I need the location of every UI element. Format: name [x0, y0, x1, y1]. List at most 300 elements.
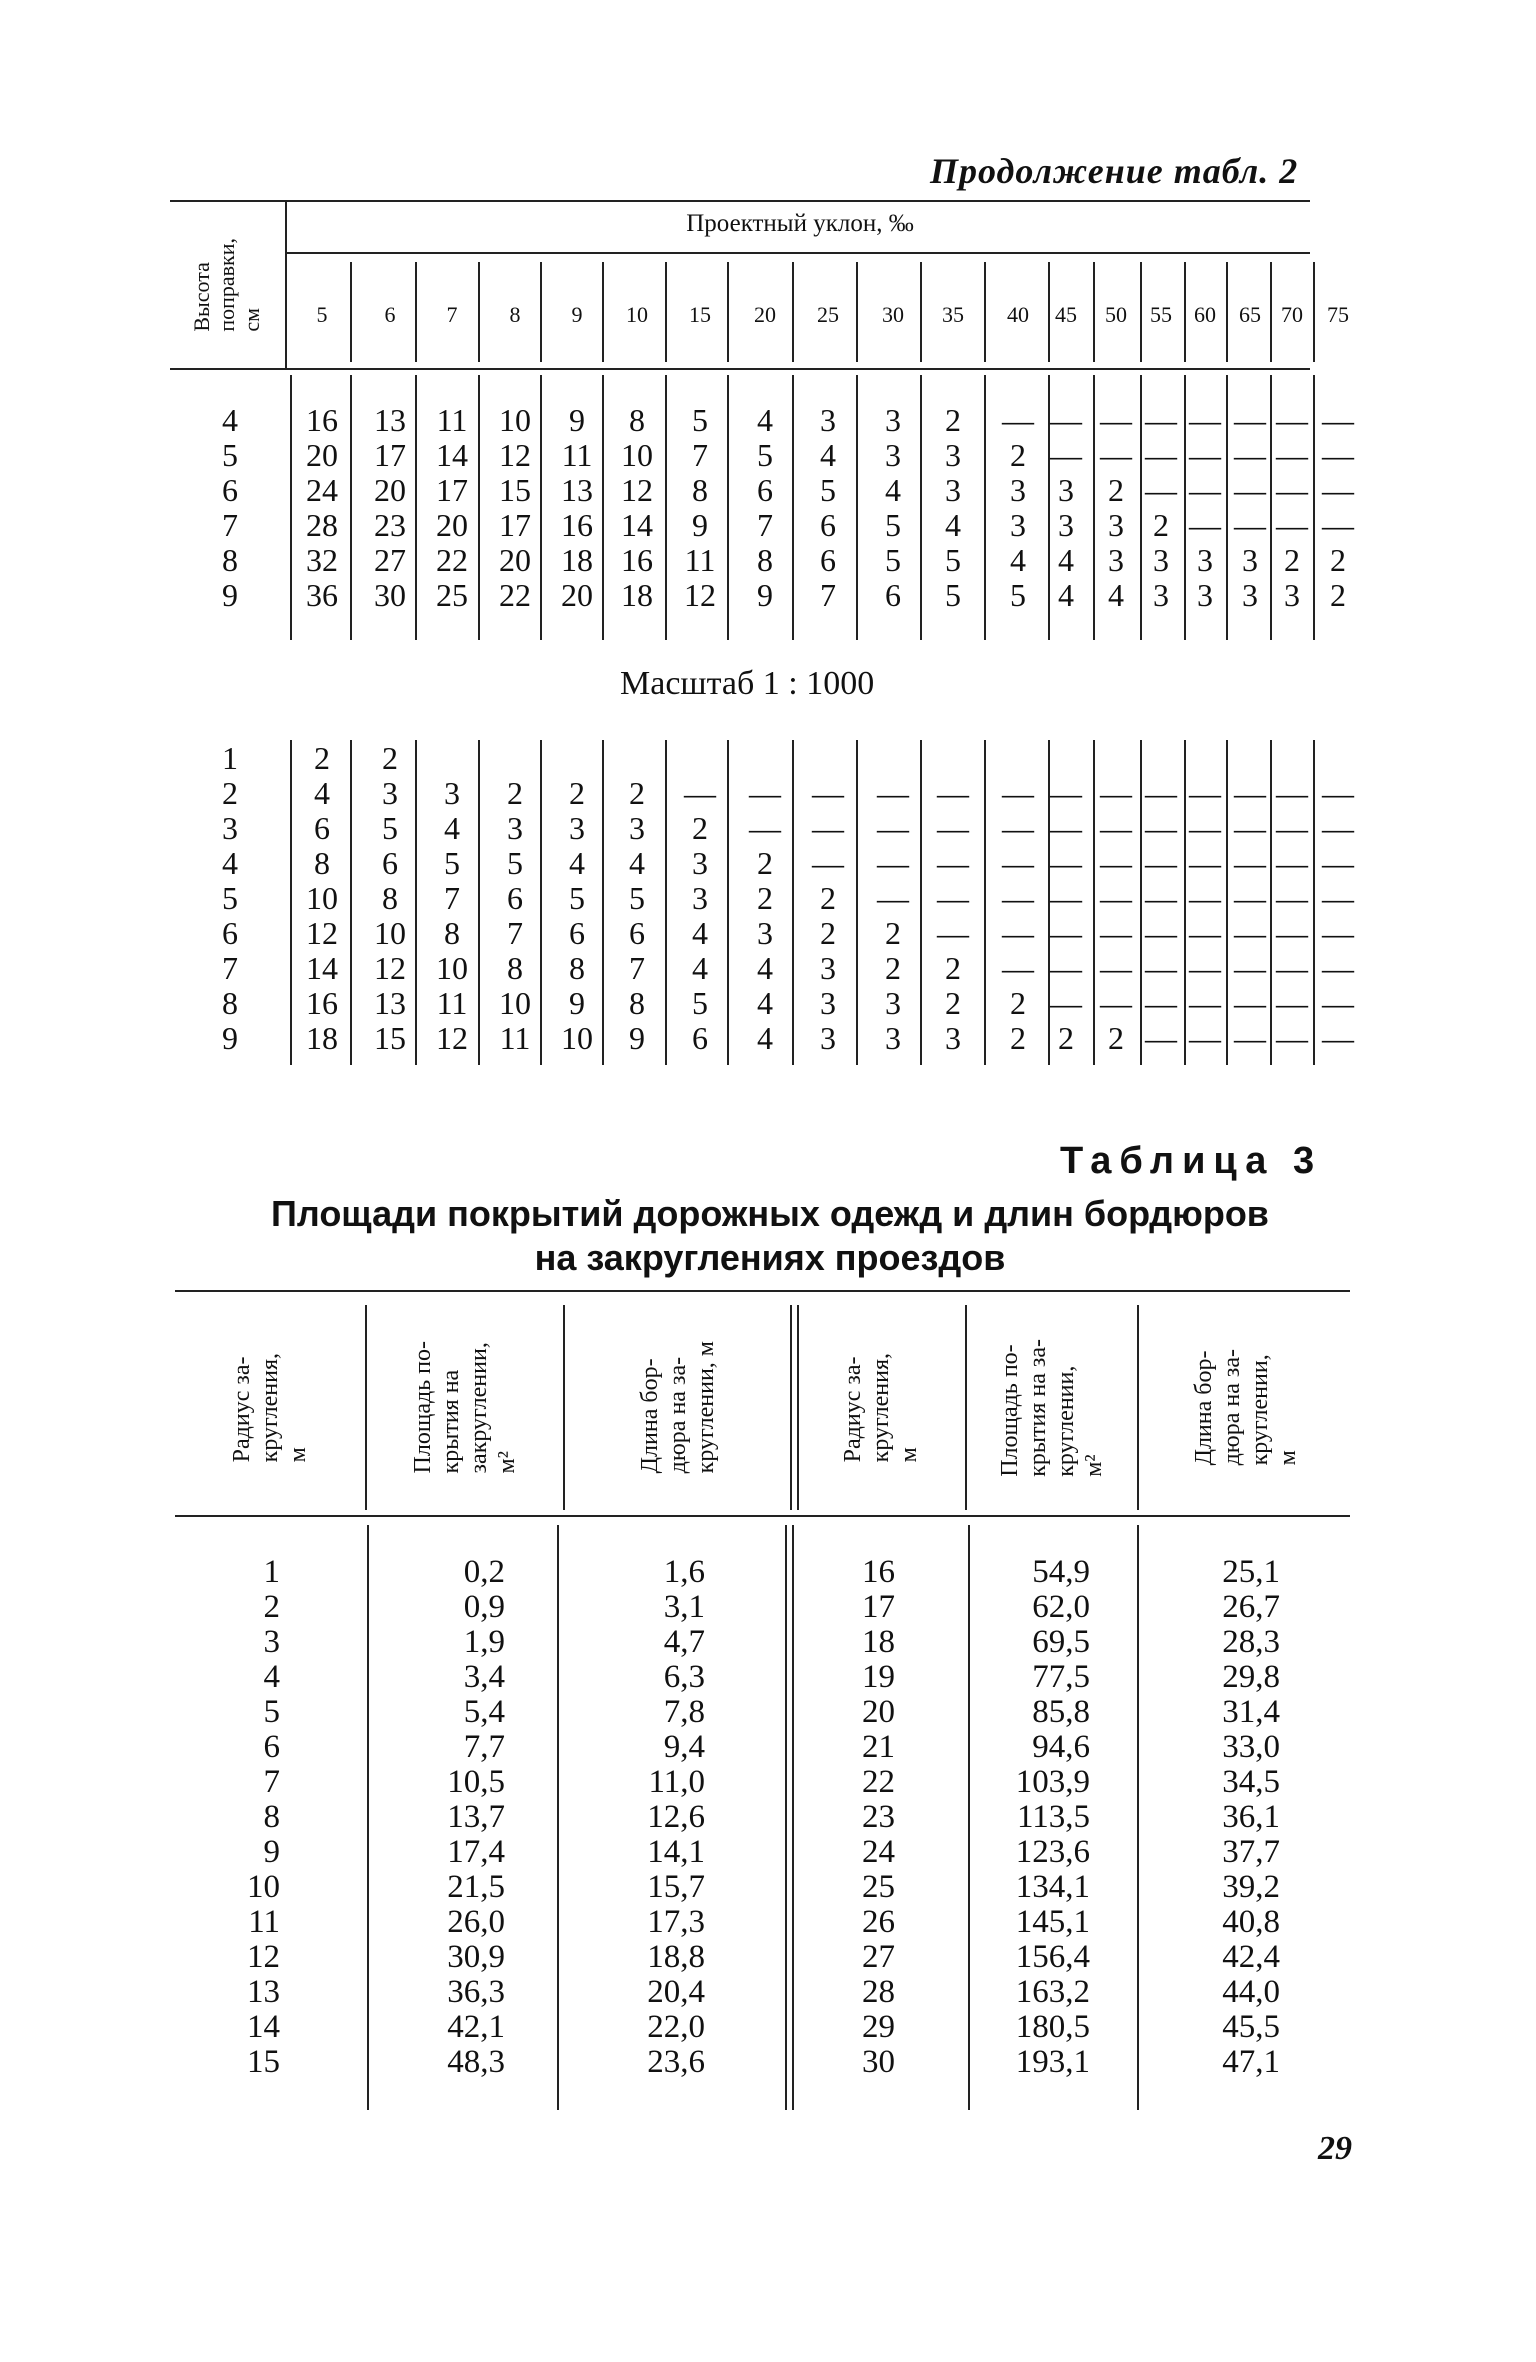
- upper-cell: 3: [1284, 577, 1300, 613]
- slope-header: 6: [384, 302, 396, 327]
- upper-cell: 4: [1108, 577, 1124, 613]
- lower-cell: —: [1189, 915, 1221, 951]
- upper-cell: 20: [561, 577, 593, 613]
- table3-col-curb-2: 25,1 26,7 28,3 29,8 31,4 33,0 34,5 36,1 37,7 39,2 40,8 42,4 44,0 45,5 47,1: [1222, 1554, 1280, 2080]
- lower-cell: —: [1100, 845, 1132, 881]
- table2-header-rule: [170, 368, 1310, 370]
- upper-cell: 20: [374, 472, 406, 508]
- lower-cell: 11: [436, 985, 468, 1021]
- lower-cell: 12: [436, 1020, 468, 1056]
- lower-cell: —: [1002, 810, 1034, 846]
- slope-header: 30: [882, 302, 904, 327]
- lower-cell: —: [1145, 845, 1177, 881]
- lower-cell: 3: [820, 985, 836, 1021]
- slope-header-divider: [415, 262, 417, 362]
- table3-body-divider-1: [367, 1525, 369, 2110]
- lower-cell: —: [1002, 915, 1034, 951]
- upper-cell: 22: [436, 542, 468, 578]
- table3-body-divider-2: [557, 1525, 559, 2110]
- lower-cell: —: [684, 775, 716, 811]
- upper-cell: 3: [1058, 472, 1074, 508]
- lower-cell: —: [1322, 985, 1354, 1021]
- lower-cell: 16: [306, 985, 338, 1021]
- lower-cell: —: [1234, 950, 1266, 986]
- lower-cell: —: [1322, 1020, 1354, 1056]
- upper-cell: 3: [885, 402, 901, 438]
- lower-cell: 3: [507, 810, 523, 846]
- lower-cell: —: [1276, 775, 1308, 811]
- lower-cell: 3: [945, 1020, 961, 1056]
- table3-title-line1: Площади покрытий дорожных одежд и длин бордюров: [271, 1193, 1269, 1234]
- upper-cell: 3: [1242, 577, 1258, 613]
- lower-cell: 7: [507, 915, 523, 951]
- table3-header-area-1: [372, 1305, 558, 1510]
- scale-caption: Масштаб 1 : 1000: [620, 665, 875, 702]
- upper-cell: 20: [306, 437, 338, 473]
- upper-cell: 3: [1010, 507, 1026, 543]
- table3-title-line2: на закруглениях проездов: [534, 1237, 1006, 1278]
- upper-cell: 6: [820, 507, 836, 543]
- slope-header: 65: [1239, 302, 1261, 327]
- lower-cell: —: [812, 775, 844, 811]
- upper-cell: 16: [561, 507, 593, 543]
- table3-header-radius-2: [802, 1305, 960, 1510]
- lower-cell: 7: [629, 950, 645, 986]
- lower-cell: —: [1322, 810, 1354, 846]
- lower-cell: 5: [629, 880, 645, 916]
- lower-cell: —: [1100, 775, 1132, 811]
- upper-height-value: 7: [222, 507, 238, 543]
- lower-cell: 4: [629, 845, 645, 881]
- table3-header-text-2: Площадь по- крытия на закруглении, м²: [410, 1341, 520, 1474]
- table3-header-text-6: Длина бор- дюра на за- круглении, м: [1190, 1349, 1301, 1466]
- lower-cell: —: [1145, 1020, 1177, 1056]
- lower-cell: 2: [945, 950, 961, 986]
- lower-cell: 8: [629, 985, 645, 1021]
- upper-cell: 13: [561, 472, 593, 508]
- table3-body-divider-4: [968, 1525, 970, 2110]
- upper-cell: 2: [1010, 437, 1026, 473]
- slope-header: 20: [754, 302, 776, 327]
- lower-cell: 2: [692, 810, 708, 846]
- upper-cell: 5: [1010, 577, 1026, 613]
- slope-header: 8: [509, 302, 521, 327]
- upper-cell: 3: [1108, 542, 1124, 578]
- lower-cell: 6: [692, 1020, 708, 1056]
- lower-cell: —: [1276, 985, 1308, 1021]
- upper-cell: 3: [945, 472, 961, 508]
- upper-height-value: 8: [222, 542, 238, 578]
- lower-cell: 10: [499, 985, 531, 1021]
- upper-cell: 8: [629, 402, 645, 438]
- lower-cell: 4: [444, 810, 460, 846]
- upper-cell: —: [1322, 402, 1354, 438]
- lower-cell: 3: [757, 915, 773, 951]
- upper-cell: —: [1276, 437, 1308, 473]
- slope-header: 70: [1281, 302, 1303, 327]
- upper-cell: —: [1189, 507, 1221, 543]
- upper-cell: 5: [820, 472, 836, 508]
- upper-cell: 22: [499, 577, 531, 613]
- lower-height-value: 3: [222, 810, 238, 846]
- slope-header: 10: [626, 302, 648, 327]
- upper-cell: 4: [820, 437, 836, 473]
- lower-cell: —: [1050, 845, 1082, 881]
- lower-cell: —: [1322, 775, 1354, 811]
- upper-cell: 17: [499, 507, 531, 543]
- lower-cell: 4: [757, 1020, 773, 1056]
- lower-cell: —: [1050, 915, 1082, 951]
- lower-cell: —: [1276, 950, 1308, 986]
- slope-header-divider: [1226, 262, 1228, 362]
- lower-cell: —: [1145, 950, 1177, 986]
- lower-cell: —: [1276, 880, 1308, 916]
- lower-cell: —: [877, 810, 909, 846]
- upper-cell: 3: [885, 437, 901, 473]
- upper-cell: 4: [945, 507, 961, 543]
- lower-cell: 2: [314, 740, 330, 776]
- upper-cell: —: [1276, 402, 1308, 438]
- lower-cell: 3: [692, 845, 708, 881]
- slope-header: 60: [1194, 302, 1216, 327]
- upper-cell: 3: [1242, 542, 1258, 578]
- upper-cell: —: [1234, 507, 1266, 543]
- slope-header-divider: [1184, 262, 1186, 362]
- lower-cell: —: [937, 845, 969, 881]
- lower-cell: —: [812, 810, 844, 846]
- slope-header: 7: [446, 302, 458, 327]
- upper-cell: 16: [621, 542, 653, 578]
- upper-cell: —: [1100, 437, 1132, 473]
- upper-cell: 2: [1153, 507, 1169, 543]
- upper-cell: 18: [621, 577, 653, 613]
- lower-cell: —: [1100, 810, 1132, 846]
- slope-header: 50: [1105, 302, 1127, 327]
- upper-cell: 11: [684, 542, 716, 578]
- lower-height-value: 5: [222, 880, 238, 916]
- lower-cell: —: [1145, 915, 1177, 951]
- upper-cell: 5: [885, 507, 901, 543]
- upper-cell: 11: [561, 437, 593, 473]
- lower-cell: 10: [374, 915, 406, 951]
- upper-cell: 3: [1153, 542, 1169, 578]
- upper-cell: 2: [1108, 472, 1124, 508]
- upper-cell: 3: [1108, 507, 1124, 543]
- lower-cell: 6: [569, 915, 585, 951]
- lower-cell: —: [1100, 880, 1132, 916]
- lower-cell: 3: [629, 810, 645, 846]
- lower-cell: —: [1189, 845, 1221, 881]
- slope-header: 45: [1055, 302, 1077, 327]
- upper-cell: 20: [436, 507, 468, 543]
- table3-label: Таблица 3: [1060, 1140, 1323, 1182]
- lower-cell: —: [1276, 1020, 1308, 1056]
- upper-cell: 4: [1058, 577, 1074, 613]
- upper-cell: 11: [436, 402, 468, 438]
- upper-cell: 7: [820, 577, 836, 613]
- lower-cell: 2: [1108, 1020, 1124, 1056]
- slope-header-divider: [350, 262, 352, 362]
- upper-height-value: 9: [222, 577, 238, 613]
- upper-cell: —: [1276, 472, 1308, 508]
- lower-height-value: 2: [222, 775, 238, 811]
- table3-header-rule: [175, 1515, 1350, 1517]
- table2-row-header: Высота поправки, см: [188, 238, 264, 332]
- lower-cell: —: [1145, 775, 1177, 811]
- upper-cell: 6: [885, 577, 901, 613]
- slope-header-divider: [602, 262, 604, 362]
- lower-cell: 5: [569, 880, 585, 916]
- lower-cell: 2: [820, 915, 836, 951]
- upper-cell: 3: [1010, 472, 1026, 508]
- lower-cell: 5: [692, 985, 708, 1021]
- table3-header-radius-1: [180, 1305, 360, 1510]
- lower-cell: 5: [444, 845, 460, 881]
- slope-header-divider: [665, 262, 667, 362]
- lower-cell: 2: [820, 880, 836, 916]
- lower-cell: 8: [444, 915, 460, 951]
- slope-header: 15: [689, 302, 711, 327]
- lower-cell: 3: [382, 775, 398, 811]
- lower-cell: 2: [885, 950, 901, 986]
- upper-column-divider: [984, 375, 986, 640]
- upper-cell: —: [1002, 402, 1034, 438]
- upper-cell: 9: [757, 577, 773, 613]
- table3-header-text-1: Радиус за- кругления, м: [229, 1352, 311, 1463]
- slope-header-divider: [1270, 262, 1272, 362]
- table3-header-text-4: Радиус за- кругления, м: [840, 1352, 922, 1463]
- upper-cell: 3: [945, 437, 961, 473]
- lower-cell: —: [1050, 880, 1082, 916]
- lower-cell: 3: [444, 775, 460, 811]
- table3-col-area-1: 0,2 0,9 1,9 3,4 5,4 7,7 10,5 13,7 17,4 21,5 26,0 30,9 36,3 42,1 48,3: [447, 1554, 505, 2080]
- slope-header: 55: [1150, 302, 1172, 327]
- lower-cell: —: [1234, 880, 1266, 916]
- upper-cell: —: [1145, 472, 1177, 508]
- lower-cell: —: [1100, 915, 1132, 951]
- table3-header-area-2: [972, 1305, 1132, 1510]
- lower-cell: 2: [382, 740, 398, 776]
- upper-cell: 4: [885, 472, 901, 508]
- table3-col-radius-2: 16 17 18 19 20 21 22 23 24 25 26 27 28 29 30: [862, 1554, 895, 2080]
- upper-cell: 6: [757, 472, 773, 508]
- lower-cell: —: [1276, 915, 1308, 951]
- lower-cell: —: [1189, 950, 1221, 986]
- lower-cell: 11: [499, 1020, 531, 1056]
- lower-cell: —: [1145, 810, 1177, 846]
- lower-cell: 8: [314, 845, 330, 881]
- lower-cell: —: [812, 845, 844, 881]
- upper-cell: 4: [757, 402, 773, 438]
- table2-row-header-cell: [172, 205, 280, 365]
- lower-cell: —: [1276, 810, 1308, 846]
- lower-cell: —: [1002, 775, 1034, 811]
- upper-cell: 9: [692, 507, 708, 543]
- slope-header-divider: [856, 262, 858, 362]
- lower-cell: 18: [306, 1020, 338, 1056]
- lower-cell: 6: [629, 915, 645, 951]
- upper-cell: —: [1276, 507, 1308, 543]
- upper-cell: 2: [1330, 542, 1346, 578]
- lower-cell: —: [1189, 1020, 1221, 1056]
- upper-height-value: 6: [222, 472, 238, 508]
- upper-cell: 5: [945, 577, 961, 613]
- upper-cell: 7: [757, 507, 773, 543]
- lower-cell: —: [1050, 775, 1082, 811]
- upper-cell: 5: [692, 402, 708, 438]
- upper-cell: 10: [499, 402, 531, 438]
- upper-cell: —: [1322, 472, 1354, 508]
- table3-top-rule: [175, 1290, 1350, 1292]
- lower-cell: 10: [561, 1020, 593, 1056]
- upper-cell: 20: [499, 542, 531, 578]
- lower-cell: —: [1050, 950, 1082, 986]
- upper-cell: 14: [436, 437, 468, 473]
- table3-col-area-2: 54,9 62,0 69,5 77,5 85,8 94,6 103,9 113,5 123,6 134,1 145,1 156,4 163,2 180,5 193,1: [1015, 1554, 1090, 2080]
- lower-cell: —: [1234, 845, 1266, 881]
- upper-cell: 24: [306, 472, 338, 508]
- table2-header-divider: [285, 200, 287, 368]
- lower-cell: 3: [692, 880, 708, 916]
- slope-header: 25: [817, 302, 839, 327]
- slope-header-divider: [540, 262, 542, 362]
- upper-cell: —: [1145, 402, 1177, 438]
- upper-cell: —: [1145, 437, 1177, 473]
- lower-cell: —: [1100, 985, 1132, 1021]
- upper-cell: 2: [945, 402, 961, 438]
- table3-header-divider-2: [563, 1305, 565, 1510]
- slope-header-divider: [920, 262, 922, 362]
- upper-cell: —: [1050, 437, 1082, 473]
- upper-cell: 17: [436, 472, 468, 508]
- upper-cell: 3: [1153, 577, 1169, 613]
- lower-cell: 4: [692, 950, 708, 986]
- lower-cell: —: [1145, 880, 1177, 916]
- lower-cell: —: [1322, 880, 1354, 916]
- slope-header-divider: [792, 262, 794, 362]
- lower-cell: 2: [1010, 1020, 1026, 1056]
- page-number: 29: [1318, 2130, 1352, 2167]
- lower-cell: 14: [306, 950, 338, 986]
- lower-cell: —: [1050, 810, 1082, 846]
- lower-cell: —: [937, 775, 969, 811]
- lower-cell: 10: [306, 880, 338, 916]
- lower-column-divider: [984, 740, 986, 1065]
- upper-cell: —: [1050, 402, 1082, 438]
- slope-header-divider: [1093, 262, 1095, 362]
- lower-cell: 13: [374, 985, 406, 1021]
- upper-cell: 14: [621, 507, 653, 543]
- lower-cell: 6: [507, 880, 523, 916]
- lower-cell: —: [1322, 950, 1354, 986]
- table3-header-divider-4: [965, 1305, 967, 1510]
- lower-cell: 8: [569, 950, 585, 986]
- lower-cell: —: [1234, 915, 1266, 951]
- slope-header-divider: [727, 262, 729, 362]
- lower-height-value: 7: [222, 950, 238, 986]
- lower-cell: 2: [885, 915, 901, 951]
- lower-cell: 3: [885, 1020, 901, 1056]
- table3-header-curb-1: [570, 1305, 785, 1510]
- lower-cell: 4: [569, 845, 585, 881]
- lower-cell: 3: [820, 1020, 836, 1056]
- slope-header-divider: [478, 262, 480, 362]
- upper-cell: 8: [692, 472, 708, 508]
- lower-cell: 15: [374, 1020, 406, 1056]
- upper-cell: —: [1189, 402, 1221, 438]
- lower-cell: —: [1322, 845, 1354, 881]
- lower-cell: 5: [382, 810, 398, 846]
- upper-cell: —: [1322, 507, 1354, 543]
- upper-cell: 8: [757, 542, 773, 578]
- slope-header-divider: [1313, 262, 1315, 362]
- slope-header: 5: [316, 302, 328, 327]
- lower-cell: —: [937, 810, 969, 846]
- lower-cell: 4: [757, 985, 773, 1021]
- lower-cell: 2: [757, 845, 773, 881]
- upper-cell: —: [1234, 437, 1266, 473]
- lower-height-value: 1: [222, 740, 238, 776]
- table3-header-divider-5: [1137, 1305, 1139, 1510]
- lower-cell: —: [1002, 880, 1034, 916]
- lower-cell: —: [1234, 1020, 1266, 1056]
- lower-cell: 2: [1058, 1020, 1074, 1056]
- lower-cell: 8: [382, 880, 398, 916]
- table2-top-rule: [170, 200, 1310, 202]
- lower-cell: —: [937, 915, 969, 951]
- lower-cell: —: [877, 775, 909, 811]
- upper-height-value: 5: [222, 437, 238, 473]
- lower-cell: —: [1234, 775, 1266, 811]
- lower-cell: 2: [507, 775, 523, 811]
- lower-cell: 7: [444, 880, 460, 916]
- lower-cell: —: [1322, 915, 1354, 951]
- table3-header-divider-1: [365, 1305, 367, 1510]
- lower-cell: 3: [569, 810, 585, 846]
- lower-cell: 4: [692, 915, 708, 951]
- upper-cell: 36: [306, 577, 338, 613]
- upper-cell: 3: [1058, 507, 1074, 543]
- slope-header: 9: [571, 302, 583, 327]
- table3-header-text-3: Длина бор- дюра на за- круглении, м: [636, 1341, 719, 1474]
- lower-cell: 3: [885, 985, 901, 1021]
- upper-cell: 4: [1058, 542, 1074, 578]
- table3-body-divider-5: [1137, 1525, 1139, 2110]
- lower-height-value: 4: [222, 845, 238, 881]
- lower-cell: 6: [382, 845, 398, 881]
- upper-cell: —: [1234, 472, 1266, 508]
- table3-header-divider-3a: [790, 1305, 792, 1510]
- upper-cell: 12: [499, 437, 531, 473]
- table3-header-divider-3b: [797, 1305, 799, 1510]
- lower-cell: 12: [374, 950, 406, 986]
- upper-cell: 16: [306, 402, 338, 438]
- table3-header-text-5: Площадь по- крытия на за- круглении, м²: [997, 1338, 1107, 1477]
- lower-cell: 4: [314, 775, 330, 811]
- upper-cell: 17: [374, 437, 406, 473]
- upper-cell: 5: [757, 437, 773, 473]
- upper-cell: —: [1189, 472, 1221, 508]
- continuation-title: Продолжение табл. 2: [930, 151, 1299, 191]
- lower-cell: 9: [629, 1020, 645, 1056]
- lower-cell: —: [1189, 775, 1221, 811]
- table3-col-curb-1: 1,6 3,1 4,7 6,3 7,8 9,4 11,0 12,6 14,1 15,7 17,3 18,8 20,4 22,0 23,6: [647, 1554, 705, 2080]
- upper-cell: 32: [306, 542, 338, 578]
- upper-cell: 9: [569, 402, 585, 438]
- lower-cell: 2: [1010, 985, 1026, 1021]
- slope-header-divider: [984, 262, 986, 362]
- upper-cell: 30: [374, 577, 406, 613]
